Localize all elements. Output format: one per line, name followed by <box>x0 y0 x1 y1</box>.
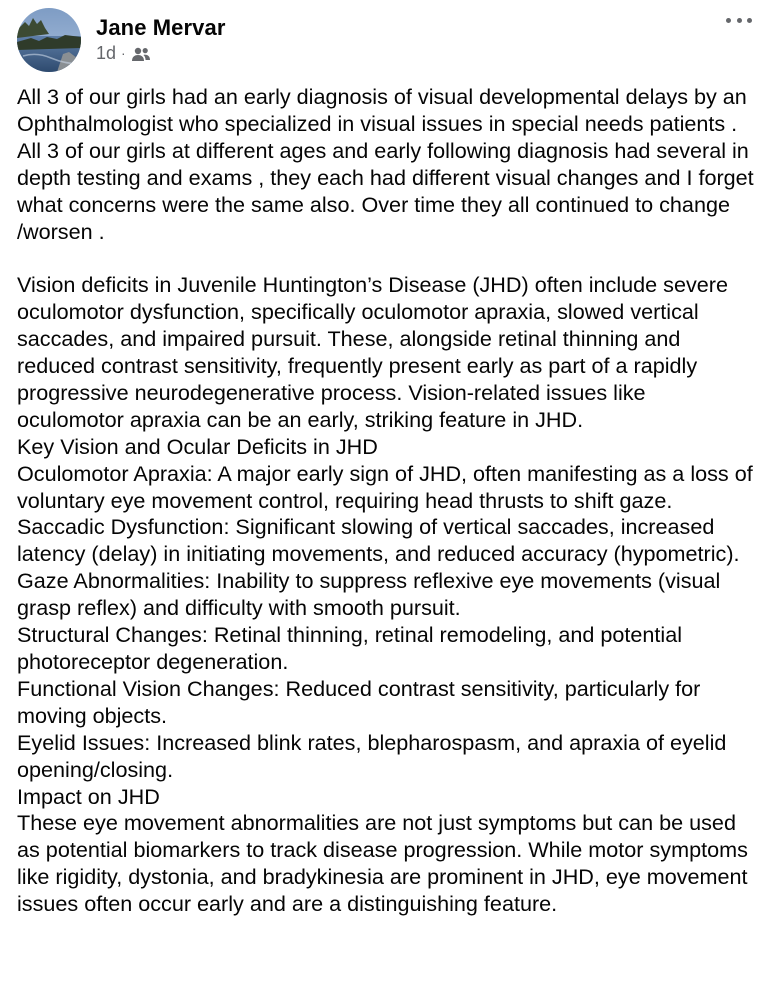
post-timestamp[interactable]: 1d <box>96 42 117 63</box>
meta-separator: · <box>121 45 126 61</box>
impact-heading: Impact on JHD <box>17 783 160 809</box>
avatar[interactable] <box>17 8 81 72</box>
deficit-item-saccadic: Saccadic Dysfunction: Significant slowing of vertical saccades, increased latency (delay) in initiating movements, and reduced accuracy (hypometric). <box>17 514 740 567</box>
paragraph-spacer <box>17 245 757 272</box>
deficit-item-gaze: Gaze Abnormalities: Inability to suppress reflexive eye movements (visual grasp reflex) and difficulty with smooth pursuit. <box>17 568 721 621</box>
impact-paragraph: These eye movement abnormalities are not just symptoms but can be used as potential biomarkers to track disease progression. While motor symptoms like rigidity, dystonia, and bradykinesia are prominent in JHD, eye movement issues often occur early and are a distinguishing feature. <box>17 810 748 917</box>
author-name[interactable]: Jane Mervar <box>96 15 226 40</box>
post-meta <box>96 42 151 64</box>
more-options-button[interactable] <box>726 10 752 30</box>
friends-icon[interactable] <box>131 46 151 62</box>
post-header <box>0 0 768 80</box>
deficit-item-structural: Structural Changes: Retinal thinning, retinal remodeling, and potential photoreceptor degeneration. <box>17 622 683 675</box>
post-summary-paragraph: Vision deficits in Juvenile Huntington’s Disease (JHD) often include severe oculomotor dysfunction, specifically oculomotor apraxia, slowed vertical saccades, and impaired pursuit. These, alongside retinal thinning and reduced contrast sensitivity, frequently present early as part of a rapidly progressive neurodegenerative process. Vision-related issues like oculomotor apraxia can be an early, striking feature in JHD. <box>17 272 728 432</box>
deficit-item-functional: Functional Vision Changes: Reduced contrast sensitivity, particularly for moving objects. <box>17 675 701 728</box>
avatar-image <box>17 8 81 72</box>
deficit-item-apraxia: Oculomotor Apraxia: A major early sign of JHD, often manifesting as a loss of voluntary eye movement control, requiring head thrusts to shift gaze. <box>17 460 753 513</box>
deficits-heading: Key Vision and Ocular Deficits in JHD <box>17 433 378 459</box>
deficit-item-eyelid: Eyelid Issues: Increased blink rates, blepharospasm, and apraxia of eyelid opening/closing. <box>17 729 727 782</box>
post-body <box>17 84 757 918</box>
ellipsis-icon <box>726 18 731 23</box>
post-intro-paragraph: All 3 of our girls had an early diagnosis of visual developmental delays by an Ophthalmologist who specialized in visual issues in special needs patients . All 3 of our girls at different ages and early following diagnosis had several in depth testing and exams , they each had different visual changes and I forget what concerns were the same also. Over time they all continued to change /worsen . <box>17 84 754 244</box>
